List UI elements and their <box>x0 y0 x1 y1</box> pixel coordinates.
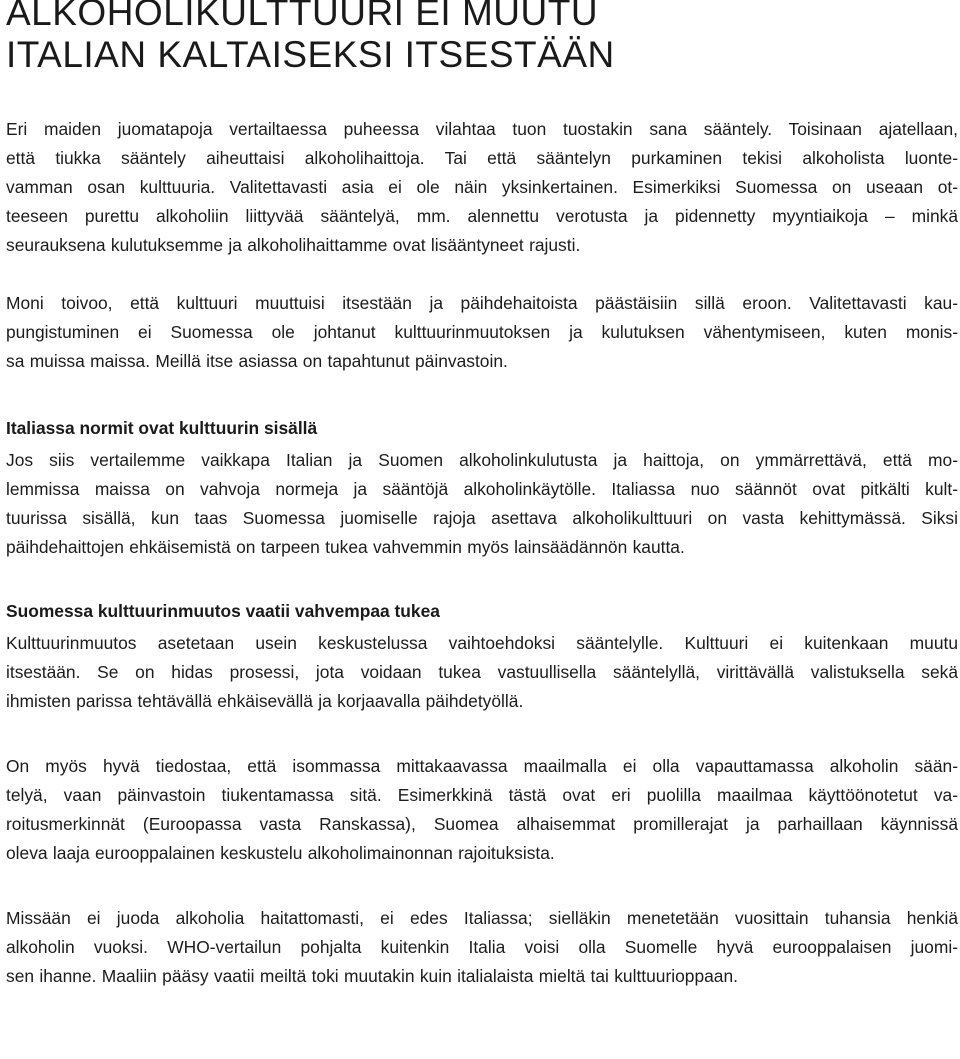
paragraph-italy-comparison <box>6 446 958 562</box>
article <box>6 0 958 991</box>
paragraph-conclusion <box>6 904 958 991</box>
text-line: lemmissa maissa on vahvoja normeja ja sääntöjä alkoholinkäytölle. Italiassa nuo säännöt ovat pitkälti kult- <box>6 479 958 499</box>
title-line: ALKOHOLIKULTTUURI EI MUUTU <box>6 0 599 33</box>
paragraph-intro <box>6 115 958 260</box>
text-line: ihmisten parissa tehtävällä ehkäisevällä ja korjaavalla päihdetyöllä. <box>6 691 524 711</box>
section-heading-italy: Italiassa normit ovat kulttuurin sisällä <box>6 418 318 438</box>
text-line: alkoholin vuoksi. WHO-vertailun pohjalta kuitenkin Italia voisi olla Suomelle hyvä eurooppalaisen juomi- <box>6 937 958 957</box>
text-line: itsestään. Se on hidas prosessi, jota voidaan tukea vastuullisella sääntelyllä, virittävällä valistuksella sekä <box>6 662 958 682</box>
text-line: roitusmerkinnät (Euroopassa vasta Ranskassa), Suomea alhaisemmat promillerajat ja parhaillaan käynnissä <box>6 814 958 834</box>
section-heading-finland: Suomessa kulttuurinmuutos vaatii vahvempaa tukea <box>6 601 440 621</box>
text-line: päihdehaittojen ehkäisemistä on tarpeen tukea vahvemmin myös lainsäädännön kautta. <box>6 537 685 557</box>
text-line: sa muissa maissa. Meillä itse asiassa on tapahtunut päinvastoin. <box>6 351 508 371</box>
paragraph-culture-vs-regulation <box>6 629 958 716</box>
text-line: teeseen purettu alkoholiin liittyvää sääntelyä, mm. alennettu verotusta ja pidennetty myyntiaikoja – minkä <box>6 206 958 226</box>
title-line: ITALIAN KALTAISEKSI ITSESTÄÄN <box>6 34 615 75</box>
paragraph-culture-change <box>6 289 958 376</box>
text-line: oleva laaja eurooppalainen keskustelu alkoholimainonnan rajoituksista. <box>6 843 555 863</box>
text-line: On myös hyvä tiedostaa, että isommassa mittakaavassa maailmalla ei olla vapauttamassa alkoholin sään- <box>6 756 958 776</box>
text-line: telyä, vaan päinvastoin tiukentamassa sitä. Esimerkkinä tästä ovat eri puolilla maailmaa käyttöönotetut va- <box>6 785 958 805</box>
text-line: Missään ei juoda alkoholia haitattomasti, ei edes Italiassa; sielläkin menetetään vuosittain tuhansia henkiä <box>6 908 958 928</box>
text-line: seurauksena kulutuksemme ja alkoholihaittamme ovat lisääntyneet rajusti. <box>6 235 581 255</box>
article-title <box>6 0 958 76</box>
text-line: että tiukka sääntely aiheuttaisi alkoholihaittoja. Tai että sääntelyn purkaminen tekisi alkoholista luonte- <box>6 148 958 168</box>
paragraph-global-regulation <box>6 752 958 868</box>
text-line: Jos siis vertailemme vaikkapa Italian ja Suomen alkoholinkulutusta ja haittoja, on ymmärrettävä, että mo- <box>6 450 958 470</box>
text-line: Moni toivoo, että kulttuuri muuttuisi itsestään ja päihdehaitoista päästäisiin sillä eroon. Valitettavasti kau- <box>6 293 958 313</box>
text-line: vamman osan kulttuuria. Valitettavasti asia ei ole näin yksinkertainen. Esimerkiksi Suomessa on useaan ot- <box>6 177 958 197</box>
text-line: pungistuminen ei Suomessa ole johtanut kulttuurinmuutoksen ja kulutuksen vähentymiseen, kuten monis- <box>6 322 958 342</box>
text-line: sen ihanne. Maaliin pääsy vaatii meiltä toki muutakin kuin italialaista mieltä tai kulttuurioppaan. <box>6 966 738 986</box>
text-line: Kulttuurinmuutos asetetaan usein keskustelussa vaihtoehdoksi sääntelylle. Kulttuuri ei kuitenkaan muutu <box>6 633 958 653</box>
text-line: Eri maiden juomatapoja vertailtaessa puheessa vilahtaa tuon tuostakin sana sääntely. Toisinaan ajatellaan, <box>6 119 958 139</box>
text-line: tuurissa sisällä, kun taas Suomessa juomiselle rajoja asettava alkoholikulttuuri on vasta kehittymässä. Siksi <box>6 508 958 528</box>
